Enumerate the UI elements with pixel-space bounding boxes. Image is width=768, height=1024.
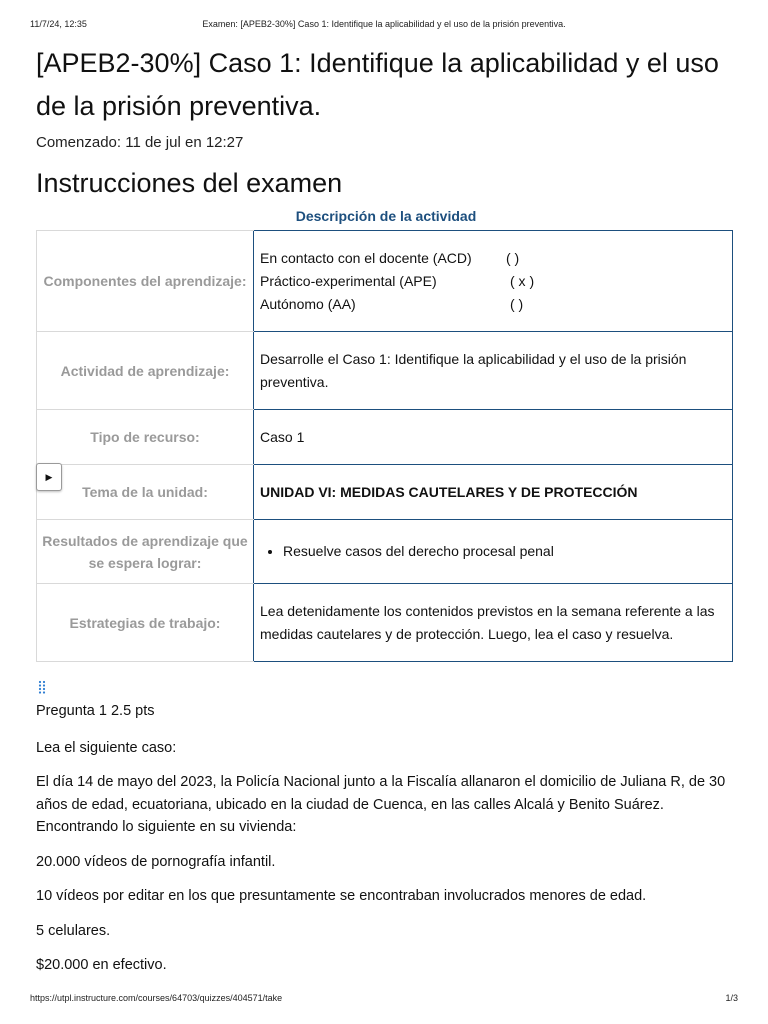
component-mark: ( ) <box>506 249 520 266</box>
table-row <box>37 231 733 332</box>
table-row <box>37 520 733 584</box>
activity-value: Desarrolle el Caso 1: Identifique la aplicabilidad y el uso de la prisión preventiva. <box>254 332 733 410</box>
resource-value: Caso 1 <box>254 410 733 465</box>
component-mark: ( x ) <box>510 272 535 289</box>
component-mark: ( ) <box>510 295 524 312</box>
activity-table <box>36 230 733 662</box>
print-document-title: Examen: [APEB2-30%] Caso 1: Identifique la aplicabilidad y el uso de la prisión preventiva. <box>202 19 566 29</box>
results-list <box>260 540 726 563</box>
quiz-title: [APEB2-30%] Caso 1: Identifique la aplicabilidad y el uso de la prisión preventiva. <box>36 48 719 121</box>
question-paragraph: Lea el siguiente caso: <box>36 739 177 756</box>
components-value <box>254 231 733 332</box>
table-row <box>37 410 733 465</box>
component-name: Autónomo (AA) <box>260 295 356 312</box>
print-footer <box>30 993 738 1005</box>
play-triangle-icon: ▶ <box>45 471 53 482</box>
print-date: 11/7/24, 12:35 <box>30 19 87 29</box>
activity-label: Actividad de aprendizaje: <box>37 332 254 410</box>
question-paragraph: 10 vídeos por editar en los que presuntamente se encontraban involucrados menores de edad. <box>36 888 647 904</box>
activity-table-caption: Descripción de la actividad <box>295 208 477 224</box>
results-label: Resultados de aprendizaje que se espera lograr: <box>37 520 254 584</box>
question-header: Pregunta 1 2.5 pts <box>36 703 155 719</box>
question-paragraph: El día 14 de mayo del 2023, la Policía Nacional junto a la Fiscalía allanaron el domicilio de Juliana R, de 30 años de edad, ecuatoriana, ubicado en la ciudad de Cuenca, en las calles Alcalá y Benito Suárez. Encontrando lo siguiente en su vivienda: <box>36 774 726 835</box>
table-row <box>37 332 733 410</box>
quiz-content <box>36 42 736 662</box>
page-number: 1/3 <box>725 993 738 1003</box>
list-item: • Resuelve casos del derecho procesal penal <box>283 540 726 563</box>
table-row <box>37 584 733 662</box>
strategy-value: Lea detenidamente los contenidos previstos en la semana referente a las medidas cautelares y de protección. Luego, lea el caso y resuelva. <box>254 584 733 662</box>
question-1 <box>36 700 741 989</box>
print-header <box>30 19 738 31</box>
unit-label: Tema de la unidad: <box>37 465 254 520</box>
strategy-label: Estrategias de trabajo: <box>37 584 254 662</box>
component-name: En contacto con el docente (ACD) <box>260 249 472 266</box>
component-item <box>260 270 726 293</box>
results-value <box>254 520 733 584</box>
resource-label: Tipo de recurso: <box>37 410 254 465</box>
started-timestamp: Comenzado: 11 de jul en 12:27 <box>36 134 244 151</box>
component-name: Práctico-experimental (APE) <box>260 272 437 289</box>
instructions-heading: Instrucciones del examen <box>36 168 343 198</box>
question-paragraph: 20.000 vídeos de pornografía infantil. <box>36 853 276 870</box>
component-item <box>260 247 726 270</box>
drag-handle-icon[interactable] <box>37 680 47 694</box>
table-row <box>37 465 733 520</box>
expand-button[interactable] <box>36 463 62 491</box>
question-paragraph: $20.000 en efectivo. <box>36 957 167 973</box>
question-paragraph: 5 celulares. <box>36 922 111 939</box>
unit-value: UNIDAD VI: MEDIDAS CAUTELARES Y DE PROTECCIÓN <box>254 465 733 520</box>
print-url: https://utpl.instructure.com/courses/64703/quizzes/404571/take <box>30 993 283 1003</box>
components-label: Componentes del aprendizaje: <box>37 231 254 332</box>
component-item <box>260 293 726 316</box>
